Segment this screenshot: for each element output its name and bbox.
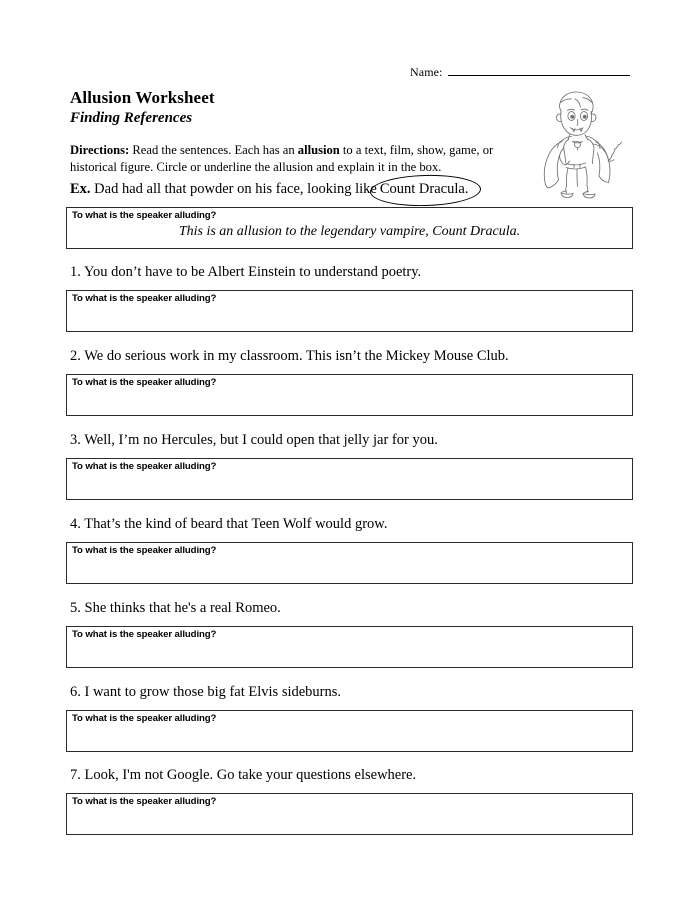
question-7-number: 7. [70,767,81,783]
answer-prompt-label-1: To what is the speaker alluding? [72,293,217,304]
example-sentence [70,181,471,198]
example-sentence-text: Dad had all that powder on his face, looking like [90,181,377,197]
question-3 [70,432,438,449]
answer-prompt-label-5: To what is the speaker alluding? [72,629,217,640]
answer-box-4[interactable] [66,542,633,584]
answer-box-3[interactable] [66,458,633,500]
circled-allusion [377,181,472,198]
answer-prompt-label-7: To what is the speaker alluding? [72,796,217,807]
example-label: Ex. [70,181,91,197]
question-6-text: I want to grow those big fat Elvis sideburns. [84,684,342,700]
question-5 [70,600,281,617]
question-1-number: 1. [70,264,81,280]
question-1 [70,264,421,281]
question-3-text: Well, I’m no Hercules, but I could open that jelly jar for you. [84,432,438,448]
question-5-text: She thinks that he's a real Romeo. [84,600,281,616]
question-4-number: 4. [70,516,81,532]
answer-box-2[interactable] [66,374,633,416]
directions-label: Directions: [70,143,130,157]
directions-paragraph [70,142,525,175]
page-title: Allusion Worksheet [70,88,215,107]
question-6 [70,684,341,701]
example-answer-text: This is an allusion to the legendary vampire, Count Dracula. [178,224,521,240]
answer-box-7[interactable] [66,793,633,835]
answer-prompt-label-2: To what is the speaker alluding? [72,377,217,388]
example-answer-box[interactable] [66,207,633,249]
name-label: Name: [410,65,443,79]
question-1-text: You don’t have to be Albert Einstein to understand poetry. [83,264,422,280]
answer-box-6[interactable] [66,710,633,752]
question-6-number: 6. [70,684,81,700]
directions-text-part2: to a text, film, show, game, or historical figure. Circle or underline the allusion and explain it in the box. [70,143,494,174]
page-subtitle: Finding References [70,110,193,126]
answer-box-5[interactable] [66,626,633,668]
question-5-number: 5. [70,600,81,616]
name-input-line[interactable] [448,63,631,76]
question-2-number: 2. [70,348,81,364]
answer-prompt-label-6: To what is the speaker alluding? [72,713,217,724]
answer-prompt-label-3: To what is the speaker alluding? [72,461,217,472]
directions-bold-word: allusion [297,143,340,157]
question-4 [70,516,387,533]
question-2-text: We do serious work in my classroom. This isn’t the Mickey Mouse Club. [84,348,509,364]
name-field-row [410,63,630,80]
answer-box-1[interactable] [66,290,633,332]
circled-allusion-text: Count Dracula. [379,181,469,197]
question-3-number: 3. [70,432,81,448]
cartoon-vampire-icon [519,86,631,202]
directions-text-part1: Read the sentences. Each has an [129,143,298,157]
answer-prompt-label-4: To what is the speaker alluding? [72,545,217,556]
question-7-text: Look, I'm not Google. Go take your questions elsewhere. [84,767,417,783]
question-2 [70,348,509,365]
answer-prompt-label: To what is the speaker alluding? [72,210,217,221]
question-4-text: That’s the kind of beard that Teen Wolf would grow. [84,516,388,532]
question-7 [70,767,416,784]
